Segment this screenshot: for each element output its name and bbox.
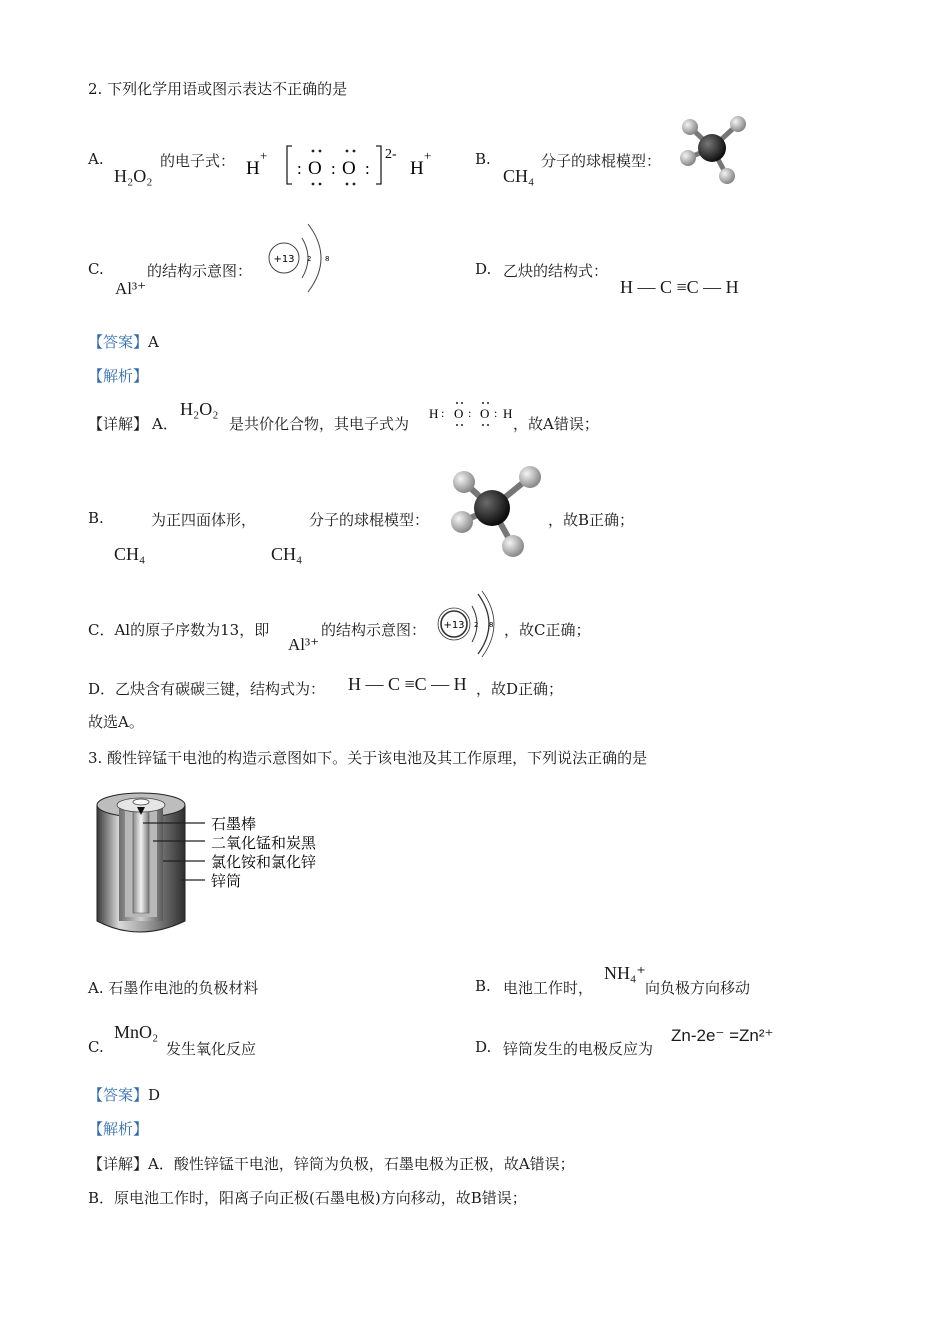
q2-option-a-formula: H₂O₂ [114, 166, 153, 186]
answer3-row [88, 1084, 160, 1105]
detail2-d-end: ，故D正确； [476, 680, 564, 698]
detail2-c-end: ，故C正确； [504, 621, 591, 639]
answer2-tag: 【答案】 [88, 333, 149, 351]
q3-option-d-label: D. [475, 1038, 492, 1056]
charge: 2- [385, 147, 397, 162]
left-h: H [246, 158, 260, 179]
detail2-c-text2: 的结构示意图： [321, 621, 427, 639]
zinc-manganese-battery-diagram [93, 783, 333, 943]
battery-label-electrolyte: 氯化铵和氯化锌 [211, 853, 317, 871]
q3-option-a: A. 石墨作电池的负极材料 [88, 979, 259, 997]
detail2-b-text2: 分子的球棍模型： [309, 511, 430, 529]
svg-text:2: 2 [307, 255, 312, 263]
al3-structure-diagram-large [432, 588, 504, 660]
q2-option-c-text: 的结构示意图： [147, 262, 253, 280]
q2-option-a-text: 的电子式： [160, 152, 236, 170]
q3-option-d-text: 锌筒发生的电极反应为 [503, 1040, 654, 1058]
q3-option-c-text: 发生氧化反应 [166, 1040, 257, 1058]
answer3-tag: 【答案】 [88, 1086, 149, 1104]
detail3-b-text: B．原电池工作时，阳离子向正极(石墨电极)方向移动，故B错误； [88, 1189, 527, 1207]
q2-option-c-label: C. [88, 260, 104, 278]
q3-option-b-text2: 向负极方向移动 [645, 979, 751, 997]
q3-option-b-text1: 电池工作时， [503, 979, 594, 997]
svg-text::: : [297, 159, 302, 178]
ch4-ball-stick-model-large [442, 460, 547, 565]
q2-option-b-text: 分子的球棍模型： [541, 152, 662, 170]
detail2-b-formula1: CH₄ [114, 544, 146, 564]
svg-text:H: H [429, 406, 439, 421]
detail2-c-text1: C．Al的原子序数为13，即 [88, 621, 270, 639]
q2-stem: 2. 下列化学用语或图示表达不正确的是 [88, 80, 348, 98]
answer2-value: A [148, 333, 159, 351]
svg-text:+13: +13 [273, 254, 295, 265]
analysis3-tag: 【解析】 [88, 1120, 149, 1138]
detail2-a-end: ，故A错误； [513, 415, 599, 433]
battery-label-graphite-rod: 石墨棒 [211, 815, 257, 833]
svg-text:8: 8 [489, 621, 494, 629]
detail2-b-end: ，故B正确； [548, 511, 635, 529]
svg-text:H: H [503, 406, 513, 421]
q2-option-b-formula: CH₄ [503, 166, 535, 186]
detail2-d-formula: H — C ≡C — H [348, 674, 467, 694]
svg-text:8: 8 [325, 255, 330, 263]
q3-option-d-formula: Zn-2e⁻ =Zn²⁺ [671, 1026, 774, 1045]
detail2-b-text1: 为正四面体形， [151, 511, 257, 529]
detail2-d-text: D．乙炔含有碳碳三键，结构式为： [88, 680, 326, 698]
q2-option-d-formula: H — C ≡C — H [620, 277, 739, 297]
detail3-a-text: A．酸性锌锰干电池，锌筒为负极，石墨电极为正极，故A错误； [148, 1155, 575, 1173]
detail2-a-text: 是共价化合物，其电子式为 [229, 415, 410, 433]
q3-option-c-formula: MnO₂ [114, 1022, 159, 1042]
analysis2-tag: 【解析】 [88, 367, 149, 385]
svg-text:+: + [424, 148, 432, 163]
answer2-row [88, 331, 159, 352]
h2o2-ionic-structure [240, 138, 460, 188]
al3-structure-diagram-small [262, 218, 344, 298]
q3-option-c-label: C. [88, 1038, 104, 1056]
detail2-tag: 【详解】 [88, 415, 149, 433]
svg-text:+: + [260, 148, 268, 163]
o1: O [308, 158, 322, 179]
detail2-c-formula: Al³⁺ [288, 635, 320, 654]
battery-label-zinc-can: 锌筒 [211, 872, 242, 890]
svg-text:O: O [454, 406, 464, 421]
q3-option-b-label: B. [475, 977, 491, 995]
o2: O [342, 158, 356, 179]
svg-text:2: 2 [474, 621, 479, 629]
detail2-b-prefix: B. [88, 509, 104, 527]
detail2-a-formula: H₂O₂ [180, 399, 219, 419]
q2-option-a-label: A. [88, 150, 104, 168]
svg-text::: : [468, 406, 472, 420]
detail3-tag: 【详解】 [88, 1155, 149, 1173]
q2-option-d-label: D. [475, 260, 492, 278]
svg-text::: : [331, 159, 336, 178]
svg-text::: : [365, 159, 370, 178]
detail2-conclusion: 故选A。 [88, 713, 144, 731]
q3-stem: 3. 酸性锌锰干电池的构造示意图如下。关于该电池及其工作原理，下列说法正确的是 [88, 749, 648, 767]
q3-option-b-ion: NH₄⁺ [604, 963, 646, 983]
svg-text:O: O [480, 406, 490, 421]
h2o2-electron-structure [427, 398, 515, 430]
answer3-value: D [148, 1086, 161, 1104]
svg-text:+13: +13 [443, 620, 465, 631]
svg-text::: : [441, 406, 445, 420]
ch4-ball-stick-model-small [672, 110, 756, 190]
svg-text::: : [494, 406, 498, 420]
q2-option-b-label: B. [475, 150, 491, 168]
battery-label-mno2-carbon: 二氧化锰和炭黑 [211, 834, 317, 852]
q2-option-c-formula: Al³⁺ [115, 279, 147, 298]
detail2-a-prefix: A． [152, 415, 178, 433]
right-h: H [410, 158, 424, 179]
detail3-row-a [88, 1153, 575, 1174]
q2-option-d-text: 乙炔的结构式： [503, 262, 609, 280]
detail2-b-formula2: CH₄ [271, 544, 303, 564]
